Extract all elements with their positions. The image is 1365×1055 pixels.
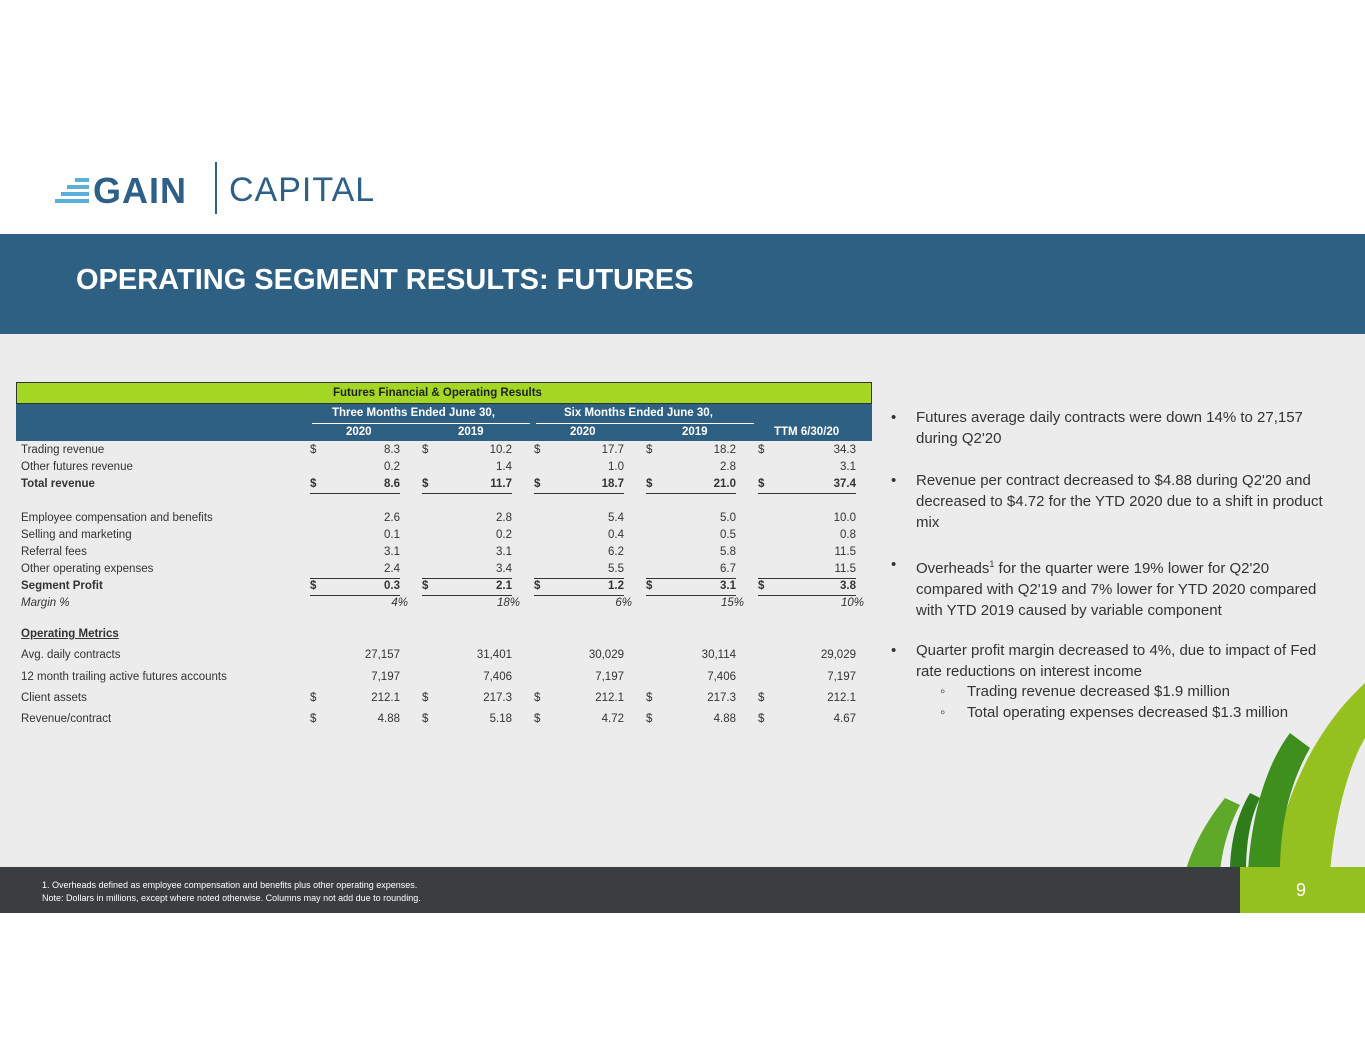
row-label: 12 month trailing active futures accounts: [21, 671, 227, 683]
row-label: Other futures revenue: [21, 461, 133, 473]
table-cell: 11.5: [834, 546, 856, 558]
table-caption: Futures Financial & Operating Results: [333, 387, 542, 399]
table-cell: 11.7: [490, 478, 512, 490]
dollar-sign: $: [646, 444, 653, 456]
logo-gain: GAIN: [93, 170, 187, 211]
sub-bullet-text: Trading revenue decreased $1.9 million: [967, 683, 1230, 700]
row-label: Avg. daily contracts: [21, 649, 121, 661]
dollar-sign: $: [646, 692, 653, 704]
table-cell: 6.7: [720, 563, 736, 575]
logo-area: [0, 143, 1365, 234]
table-cell: 15%: [720, 597, 744, 609]
table-row: [16, 443, 872, 460]
table-row: [16, 528, 872, 545]
sub-bullet-text: Total operating expenses decreased $1.3 million: [967, 704, 1289, 721]
col-header-2019-ytd: 2019: [682, 426, 708, 438]
table-cell: 2.1: [496, 580, 512, 592]
table-cell: 37.4: [833, 478, 856, 490]
page-title: OPERATING SEGMENT RESULTS: FUTURES: [76, 264, 694, 296]
row-label: Other operating expenses: [21, 563, 154, 575]
bullet-text: Quarter profit margin decreased to 4%, due to impact of Fed rate reductions on interest income: [916, 642, 1317, 680]
dollar-sign: $: [646, 713, 653, 725]
table-cell: 6%: [615, 597, 632, 609]
logo-separator: [215, 162, 217, 214]
table-cell: 18.2: [713, 444, 736, 456]
table-cell: 5.4: [608, 512, 624, 524]
table-cell: 3.4: [496, 563, 512, 575]
table-cell: 18.7: [601, 478, 624, 490]
table-row: [16, 712, 872, 729]
footnote-note: Note: Dollars in millions, except where noted otherwise. Columns may not add due to rounding.: [42, 893, 421, 903]
logo-capital: CAPITAL: [229, 171, 376, 209]
dollar-sign: $: [422, 713, 429, 725]
dollar-sign: $: [310, 580, 317, 592]
table-cell: 7,197: [827, 671, 856, 683]
table-cell: 4.67: [833, 713, 856, 725]
dollar-sign: $: [422, 444, 429, 456]
table-cell: 0.8: [840, 529, 856, 541]
table-cell: 0.4: [608, 529, 624, 541]
row-label: Total revenue: [21, 478, 95, 490]
footer: [0, 867, 1365, 913]
table-cell: 11.5: [834, 563, 856, 575]
row-label: Trading revenue: [21, 444, 105, 456]
table-cell: 2.8: [496, 512, 512, 524]
page-number-box: [1240, 867, 1365, 913]
table-cell: 8.6: [384, 478, 400, 490]
table-row: [16, 670, 872, 687]
total-underline: [646, 493, 736, 494]
dollar-sign: $: [422, 692, 429, 704]
group-header-six-months: Six Months Ended June 30,: [564, 407, 713, 419]
dollar-sign: $: [310, 713, 317, 725]
table-cell: 0.5: [720, 529, 736, 541]
dollar-sign: $: [310, 444, 317, 456]
table-cell: 0.2: [384, 461, 400, 473]
table-row: [16, 562, 872, 579]
bullet-dot: •: [891, 472, 897, 489]
table-cell: 0.3: [384, 580, 400, 592]
sub-bullet-dot: ◦: [940, 704, 946, 721]
group-underline: [312, 423, 530, 424]
table-cell: 3.1: [720, 580, 736, 592]
table-cell: 3.8: [840, 580, 856, 592]
bullet-dot: •: [891, 556, 897, 573]
col-header-2019-q: 2019: [458, 426, 484, 438]
dollar-sign: $: [534, 713, 541, 725]
table-cell: 1.4: [496, 461, 512, 473]
table-row: [16, 511, 872, 528]
row-label: Segment Profit: [21, 580, 103, 592]
table-cell: 8.3: [384, 444, 400, 456]
footnote-ref: 1: [989, 559, 995, 569]
col-header-2020-ytd: 2020: [570, 426, 596, 438]
dollar-sign: $: [646, 478, 653, 490]
dollar-sign: $: [310, 478, 317, 490]
table-cell: 212.1: [371, 692, 400, 704]
table-cell: 7,406: [483, 671, 512, 683]
dollar-sign: $: [758, 478, 765, 490]
table-cell: 27,157: [364, 649, 400, 661]
col-header-ttm: TTM 6/30/20: [774, 426, 840, 438]
dollar-sign: $: [646, 580, 653, 592]
table-cell: 10.0: [833, 512, 856, 524]
group-header-three-months: Three Months Ended June 30,: [332, 407, 495, 419]
table-cell: 0.1: [384, 529, 400, 541]
table-cell: 30,114: [701, 649, 736, 661]
table-row: [16, 596, 872, 613]
table-cell: 2.6: [384, 512, 400, 524]
table-cell: 18%: [496, 597, 520, 609]
dollar-sign: $: [758, 444, 765, 456]
table-row: [16, 477, 872, 494]
metrics-title-row: [16, 627, 872, 644]
table-cell: 1.0: [608, 461, 624, 473]
row-label: Margin %: [21, 597, 70, 609]
table-cell: 10.2: [489, 444, 512, 456]
table-cell: 30,029: [588, 649, 624, 661]
table-cell: 217.3: [707, 692, 736, 704]
table-cell: 217.3: [483, 692, 512, 704]
slide: [0, 143, 1365, 913]
table-cell: 7,197: [595, 671, 624, 683]
table-cell: 29,029: [820, 649, 856, 661]
table-row: [16, 545, 872, 562]
table-caption-bar: [16, 382, 872, 404]
table-cell: 31,401: [476, 649, 512, 661]
dollar-sign: $: [422, 478, 429, 490]
metrics-title: Operating Metrics: [21, 628, 119, 640]
table-row: [16, 460, 872, 477]
table-cell: 7,406: [707, 671, 736, 683]
logo-lines-icon: [55, 178, 89, 204]
sub-bullet-dot: ◦: [940, 683, 946, 700]
dollar-sign: $: [758, 580, 765, 592]
table-cell: 5.18: [489, 713, 512, 725]
table-row: [16, 579, 872, 596]
dollar-sign: $: [534, 478, 541, 490]
table-cell: 5.0: [720, 512, 736, 524]
table-cell: 21.0: [713, 478, 736, 490]
group-underline: [536, 423, 754, 424]
row-label: Referral fees: [21, 546, 87, 558]
table-cell: 5.8: [720, 546, 736, 558]
table-cell: 5.5: [608, 563, 624, 575]
bullet-dot: •: [891, 409, 897, 426]
table-cell: 4%: [391, 597, 408, 609]
table-cell: 4.88: [713, 713, 736, 725]
total-underline: [758, 493, 856, 494]
title-band: [0, 234, 1365, 334]
table-cell: 17.7: [601, 444, 624, 456]
bullet-text: [916, 554, 1326, 621]
table-row: [16, 691, 872, 708]
table-cell: 4.88: [377, 713, 400, 725]
dollar-sign: $: [534, 580, 541, 592]
total-underline: [534, 493, 624, 494]
col-header-2020-q: 2020: [346, 426, 372, 438]
table-cell: 6.2: [608, 546, 624, 558]
bullet-dot: •: [891, 642, 897, 659]
table-cell: 3.1: [384, 546, 400, 558]
bullet-text: Revenue per contract decreased to $4.88 during Q2'20 and decreased to $4.72 for the YTD 2020 due to a shift in product mix: [916, 472, 1323, 531]
table-cell: 2.8: [720, 461, 736, 473]
dollar-sign: $: [422, 580, 429, 592]
table-cell: 10%: [840, 597, 864, 609]
row-label: Client assets: [21, 692, 87, 704]
dollar-sign: $: [758, 713, 765, 725]
table-cell: 3.1: [496, 546, 512, 558]
overheads-rest: for the quarter were 19% lower for Q2'20 compared with Q2'19 and 7% lower for YTD 2020 compared with YTD 2019 caused by variable component: [916, 560, 1317, 619]
row-label: Revenue/contract: [21, 713, 112, 725]
table-column-header: [16, 404, 872, 441]
footnote-1: 1. Overheads defined as employee compensation and benefits plus other operating expenses.: [42, 880, 418, 890]
table-cell: 2.4: [384, 563, 400, 575]
table-cell: 4.72: [601, 713, 624, 725]
dollar-sign: $: [534, 444, 541, 456]
table-cell: 7,197: [371, 671, 400, 683]
dollar-sign: $: [534, 692, 541, 704]
row-label: Selling and marketing: [21, 529, 132, 541]
row-label: Employee compensation and benefits: [21, 512, 213, 524]
table-cell: 34.3: [833, 444, 856, 456]
table-cell: 3.1: [840, 461, 856, 473]
table-cell: 212.1: [595, 692, 624, 704]
total-underline: [422, 493, 512, 494]
total-underline: [310, 493, 400, 494]
page-number: 9: [1296, 880, 1307, 900]
dollar-sign: $: [310, 692, 317, 704]
dollar-sign: $: [758, 692, 765, 704]
table-cell: 212.1: [827, 692, 856, 704]
overheads-word: Overheads: [916, 560, 990, 577]
table-cell: 0.2: [496, 529, 512, 541]
bullet-text: Futures average daily contracts were down 14% to 27,157 during Q2'20: [916, 409, 1303, 447]
table-row: [16, 648, 872, 665]
table-cell: 1.2: [608, 580, 624, 592]
